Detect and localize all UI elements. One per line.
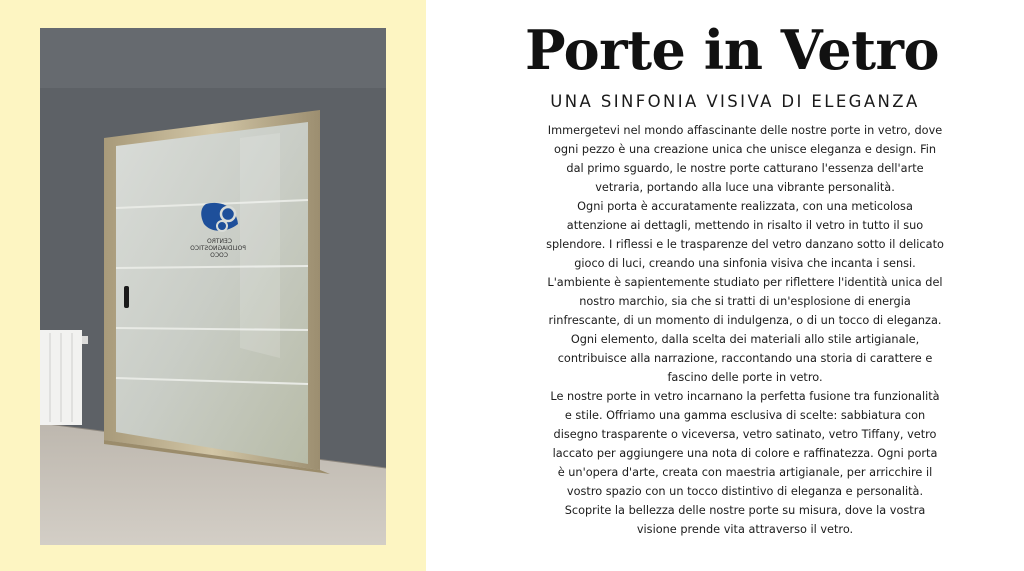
body-line: e stile. Offriamo una gamma esclusiva di scelte: sabbiatura con [564,409,926,422]
body-line: laccato per aggiungere una nota di colore e raffinatezza. Ogni porta [552,447,938,460]
body-line: Ogni porta è accuratamente realizzata, con una meticolosa [577,200,913,213]
body-line: è un'opera d'arte, creata con maestria artigianale, per arricchire il [557,466,933,479]
body-line: attenzione ai dettagli, mettendo in risalto il vetro in tutto il suo [566,219,924,232]
body-line: Ogni elemento, dalla scelta dei materiali allo stile artigianale, [570,333,920,346]
logo-line-2: POLIDIAGNOSTICO [190,245,246,252]
logo-line-3: COCO [210,252,228,259]
page-subtitle: UNA SINFONIA VISIVA DI ELEGANZA [550,92,920,111]
body-line: fascino delle porte in vetro. [667,371,823,384]
body-line: splendore. I riflessi e le trasparenze del vetro danzano sotto il delicato [546,238,944,251]
body-line: gioco di luci, creando una sinfonia visiva che incanta i sensi. [574,257,916,270]
door-handle [124,286,129,308]
body-line: vostro spazio con un tocco distintivo di eleganza e personalità. [566,485,924,498]
body-line: contribuisce alla narrazione, raccontando una storia di carattere e [557,352,933,365]
logo-line-1: CENTRO [206,238,232,245]
body-line: L'ambiente è sapientemente studiato per riflettere l'identità unica del [547,276,943,289]
body-line: Immergetevi nel mondo affascinante delle nostre porte in vetro, dove [547,124,943,137]
body-line: vetraria, portando alla luce una vibrante personalità. [595,181,895,194]
body-line: dal primo sguardo, le nostre porte catturano l'essenza dell'arte [566,162,924,175]
radiator [40,330,88,425]
page-title: Porte in Vetro [524,18,939,82]
body-line: nostro marchio, sia che si tratti di un'esplosione di energia [579,295,911,308]
body-line: rinfrescante, di un momento di indulgenza, o di un tocco di eleganza. [548,314,942,327]
body-line: disegno trasparente o viceversa, vetro satinato, vetro Tiffany, vetro [553,428,937,441]
body-line: Le nostre porte in vetro incarnano la perfetta fusione tra funzionalità [550,390,940,403]
body-line: ogni pezzo è una creazione unica che unisce eleganza e design. Fin [553,143,937,156]
body-line: Scoprite la bellezza delle nostre porte su misura, dove la vostra [564,504,926,517]
glass-door-photo [40,28,386,545]
body-text [508,121,982,539]
body-line: visione prende vita attraverso il vetro. [636,523,854,536]
